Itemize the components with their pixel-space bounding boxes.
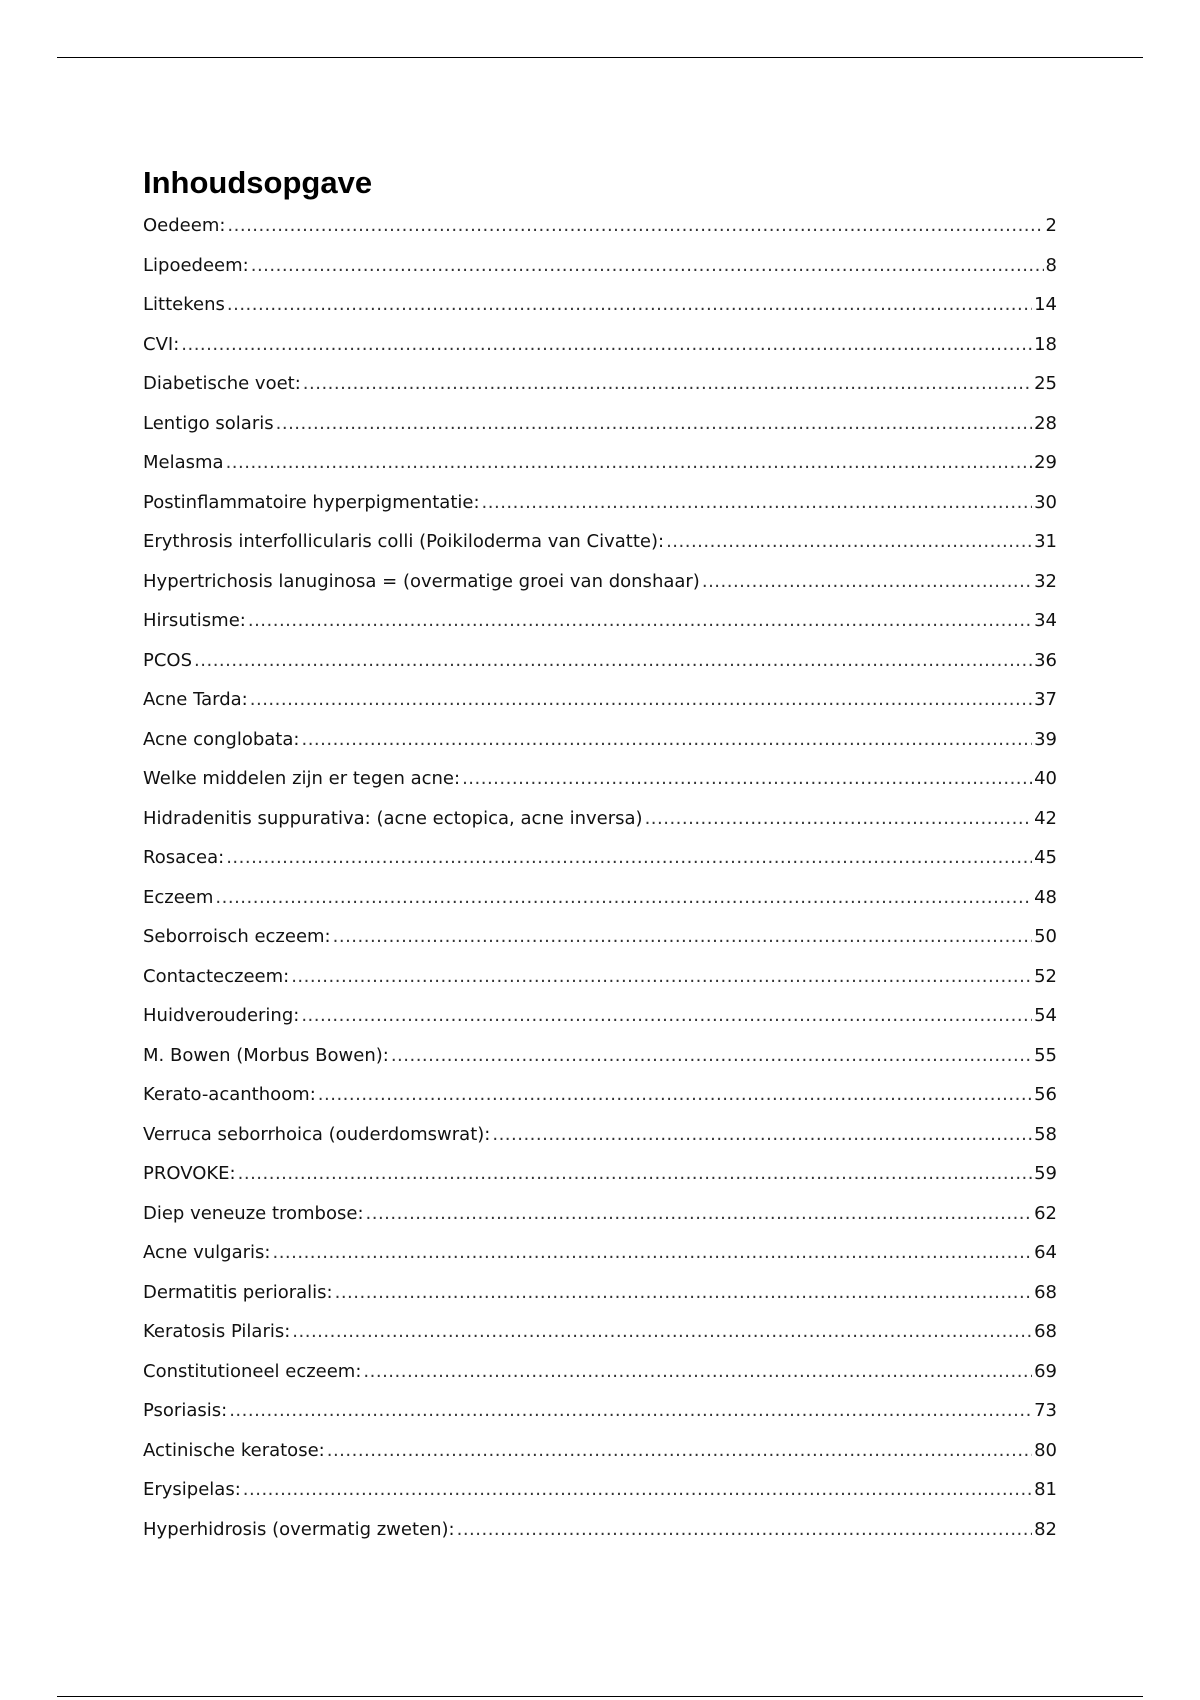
toc-entry-page-number: 58 xyxy=(1034,1123,1057,1145)
footer-rule xyxy=(57,1696,1143,1697)
toc-entry-page-number: 42 xyxy=(1034,807,1057,829)
toc-entry[interactable] xyxy=(143,1477,1057,1517)
toc-entry[interactable] xyxy=(143,964,1057,1004)
toc-leader-dots xyxy=(482,490,1033,516)
toc-entry-page-number: 28 xyxy=(1034,412,1057,434)
toc-entry-page-number: 25 xyxy=(1034,373,1057,394)
toc-entry-page-number: 82 xyxy=(1034,1518,1057,1540)
toc-entry-page-number: 48 xyxy=(1034,886,1057,908)
toc-leader-dots xyxy=(666,529,1032,555)
toc-entry-label: Hypertrichosis lanuginosa = (overmatige groei van donshaar) xyxy=(143,570,700,592)
toc-entry[interactable] xyxy=(143,371,1057,411)
toc-leader-dots xyxy=(301,1003,1032,1029)
toc-entry[interactable] xyxy=(143,1003,1057,1043)
toc-entry[interactable] xyxy=(143,1122,1057,1162)
toc-leader-dots xyxy=(335,1280,1033,1306)
toc-entry-page-number: 81 xyxy=(1034,1479,1057,1500)
toc-leader-dots xyxy=(243,1477,1032,1503)
toc-leader-dots xyxy=(457,1517,1033,1543)
toc-entry-label: Erythrosis interfollicularis colli (Poikiloderma van Civatte): xyxy=(143,531,665,552)
toc-entry-page-number: 73 xyxy=(1034,1400,1057,1421)
toc-leader-dots xyxy=(226,450,1033,476)
toc-entry-label: Hyperhidrosis (overmatig zweten): xyxy=(143,1518,455,1540)
toc-entry-page-number: 68 xyxy=(1034,1321,1057,1342)
toc-entry-label: PROVOKE: xyxy=(143,1163,236,1184)
toc-entry-label: Acne Tarda: xyxy=(143,689,248,710)
toc-entry-label: Psoriasis: xyxy=(143,1400,228,1421)
toc-leader-dots xyxy=(215,885,1032,911)
toc-entry-label: PCOS xyxy=(143,649,193,671)
toc-entry-page-number: 14 xyxy=(1034,294,1057,315)
toc-entry[interactable] xyxy=(143,1517,1057,1557)
toc-entry-page-number: 62 xyxy=(1034,1202,1057,1224)
toc-entry[interactable] xyxy=(143,766,1057,806)
toc-entry-label: Erysipelas: xyxy=(143,1479,241,1500)
toc-entry-page-number: 29 xyxy=(1034,452,1057,473)
toc-entry-page-number: 30 xyxy=(1034,491,1057,513)
toc-leader-dots xyxy=(363,1359,1032,1385)
toc-entry[interactable] xyxy=(143,529,1057,569)
toc-leader-dots xyxy=(181,332,1032,358)
toc-entry-label: Welke middelen zijn er tegen acne: xyxy=(143,768,461,789)
toc-entry[interactable] xyxy=(143,253,1057,293)
toc-leader-dots xyxy=(250,687,1032,713)
toc-leader-dots xyxy=(492,1122,1032,1148)
toc-leader-dots xyxy=(291,964,1032,990)
toc-entry-label: Oedeem: xyxy=(143,215,226,236)
toc-entry[interactable] xyxy=(143,845,1057,885)
toc-entry-page-number: 52 xyxy=(1034,965,1057,987)
toc-entry-page-number: 54 xyxy=(1034,1005,1057,1026)
toc-entry-label: Dermatitis perioralis: xyxy=(143,1281,333,1303)
toc-entry-page-number: 36 xyxy=(1034,649,1057,671)
toc-leader-dots xyxy=(702,569,1032,595)
toc-entry-page-number: 8 xyxy=(1045,254,1057,276)
toc-entry-page-number: 68 xyxy=(1034,1281,1057,1303)
toc-entry[interactable] xyxy=(143,648,1057,688)
toc-entry-label: Rosacea: xyxy=(143,847,225,868)
toc-entry-page-number: 56 xyxy=(1034,1084,1057,1105)
toc-entry-label: Kerato-acanthoom: xyxy=(143,1084,316,1105)
toc-entry-label: Seborroisch eczeem: xyxy=(143,926,331,947)
toc-entry[interactable] xyxy=(143,1240,1057,1280)
toc-entry-page-number: 39 xyxy=(1034,728,1057,750)
toc-entry-label: Contacteczeem: xyxy=(143,965,290,987)
toc-entry[interactable] xyxy=(143,1438,1057,1478)
toc-entry-page-number: 2 xyxy=(1045,215,1057,236)
toc-entry-label: Constitutioneel eczeem: xyxy=(143,1360,362,1382)
toc-entry[interactable] xyxy=(143,687,1057,727)
toc-entry-page-number: 50 xyxy=(1034,926,1057,947)
toc-leader-dots xyxy=(318,1082,1032,1108)
toc-entry[interactable] xyxy=(143,1280,1057,1320)
toc-entry[interactable] xyxy=(143,569,1057,609)
toc-entry-label: Hirsutisme: xyxy=(143,610,246,631)
toc-leader-dots xyxy=(194,648,1032,674)
toc-leader-dots xyxy=(292,1319,1032,1345)
toc-entry-page-number: 37 xyxy=(1034,689,1057,710)
toc-leader-dots xyxy=(248,608,1032,634)
toc-leader-dots xyxy=(333,924,1032,950)
toc-entry[interactable] xyxy=(143,1319,1057,1359)
toc-entry[interactable] xyxy=(143,450,1057,490)
toc-entry-page-number: 45 xyxy=(1034,847,1057,868)
toc-entry-page-number: 55 xyxy=(1034,1044,1057,1066)
toc-entry-label: Huidveroudering: xyxy=(143,1005,300,1026)
toc-leader-dots xyxy=(227,213,1043,239)
toc-leader-dots xyxy=(251,253,1044,279)
toc-leader-dots xyxy=(645,806,1033,832)
toc-entry[interactable] xyxy=(143,411,1057,451)
toc-entry[interactable] xyxy=(143,727,1057,767)
toc-entry-page-number: 80 xyxy=(1034,1439,1057,1461)
header-rule xyxy=(57,57,1143,58)
toc-entry-label: Melasma xyxy=(143,452,224,473)
toc-entry[interactable] xyxy=(143,1359,1057,1399)
toc-leader-dots xyxy=(366,1201,1033,1227)
toc-entry-page-number: 64 xyxy=(1034,1242,1057,1263)
table-of-contents xyxy=(143,163,1057,1556)
toc-entry-page-number: 34 xyxy=(1034,610,1057,631)
toc-entry[interactable] xyxy=(143,924,1057,964)
toc-entry-label: Eczeem xyxy=(143,886,214,908)
toc-entry-label: Acne vulgaris: xyxy=(143,1242,271,1263)
toc-entry-label: Acne conglobata: xyxy=(143,728,300,750)
toc-entry-label: Keratosis Pilaris: xyxy=(143,1321,291,1342)
toc-leader-dots xyxy=(391,1043,1032,1069)
toc-entry-label: Postinflammatoire hyperpigmentatie: xyxy=(143,491,480,513)
toc-entry-label: Actinische keratose: xyxy=(143,1439,325,1461)
toc-leader-dots xyxy=(303,371,1032,397)
toc-entry[interactable] xyxy=(143,1043,1057,1083)
toc-leader-dots xyxy=(229,1398,1032,1424)
toc-entry[interactable] xyxy=(143,608,1057,648)
toc-entry[interactable] xyxy=(143,806,1057,846)
toc-leader-dots xyxy=(327,1438,1032,1464)
toc-entry-label: Diabetische voet: xyxy=(143,373,301,394)
toc-leader-dots xyxy=(276,411,1032,437)
toc-leader-dots xyxy=(227,292,1032,318)
toc-entry-label: Verruca seborrhoica (ouderdomswrat): xyxy=(143,1123,491,1145)
toc-leader-dots xyxy=(462,766,1032,792)
toc-entry[interactable] xyxy=(143,1398,1057,1438)
toc-entry-page-number: 40 xyxy=(1034,768,1057,789)
toc-entry-label: Littekens xyxy=(143,294,225,315)
toc-title: Inhoudsopgave xyxy=(143,165,373,200)
toc-entry[interactable] xyxy=(143,490,1057,530)
toc-leader-dots xyxy=(238,1161,1032,1187)
toc-entry-label: Hidradenitis suppurativa: (acne ectopica, acne inversa) xyxy=(143,807,643,829)
toc-entry-label: Diep veneuze trombose: xyxy=(143,1202,364,1224)
toc-entry-page-number: 31 xyxy=(1034,531,1057,552)
toc-entry-page-number: 18 xyxy=(1034,333,1057,355)
toc-entry[interactable] xyxy=(143,213,1057,253)
toc-entry[interactable] xyxy=(143,1161,1057,1201)
toc-list xyxy=(143,213,1057,1556)
toc-entry[interactable] xyxy=(143,292,1057,332)
toc-leader-dots xyxy=(301,727,1032,753)
toc-entry-label: M. Bowen (Morbus Bowen): xyxy=(143,1044,389,1066)
toc-entry[interactable] xyxy=(143,1201,1057,1241)
toc-entry-page-number: 59 xyxy=(1034,1163,1057,1184)
toc-entry[interactable] xyxy=(143,1082,1057,1122)
toc-entry-label: CVI: xyxy=(143,333,180,355)
toc-entry-page-number: 32 xyxy=(1034,570,1057,592)
toc-entry-label: Lentigo solaris xyxy=(143,412,274,434)
toc-entry-label: Lipoedeem: xyxy=(143,254,249,276)
toc-entry[interactable] xyxy=(143,332,1057,372)
toc-leader-dots xyxy=(272,1240,1032,1266)
toc-leader-dots xyxy=(226,845,1032,871)
toc-entry-page-number: 69 xyxy=(1034,1360,1057,1382)
toc-entry[interactable] xyxy=(143,885,1057,925)
